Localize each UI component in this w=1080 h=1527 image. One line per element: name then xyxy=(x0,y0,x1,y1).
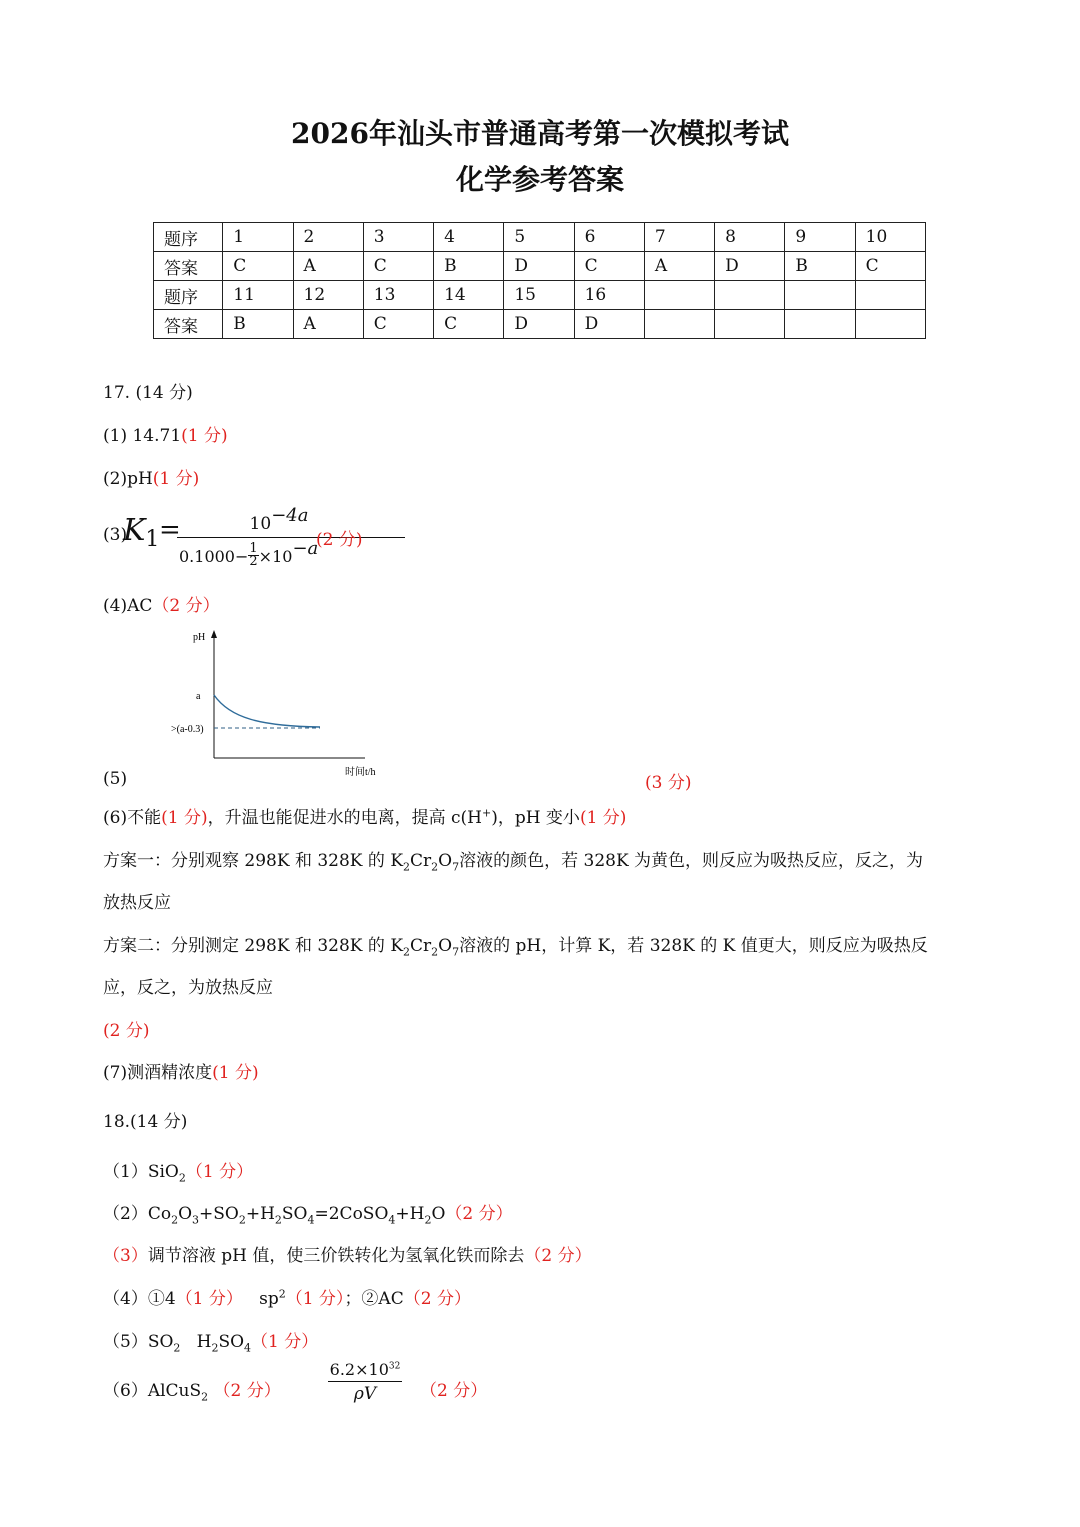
k1-symbol: $K_1$ xyxy=(123,513,160,552)
table-row xyxy=(154,252,926,281)
fraction-denominator: ρV xyxy=(353,1384,377,1404)
table-row xyxy=(154,310,926,339)
table-cell: A xyxy=(293,310,363,339)
q17-plan-score: (2 分) xyxy=(103,1021,150,1041)
table-cell: C xyxy=(855,252,925,281)
q17-part7: (7)测酒精浓度(1 分) xyxy=(103,1063,259,1083)
q17-part2 xyxy=(103,464,199,489)
table-cell xyxy=(855,281,925,310)
table-row-header: 题序 xyxy=(154,223,223,252)
fraction-numerator: $6.2\times 10^{32}$ xyxy=(328,1360,402,1382)
table-cell: 14 xyxy=(434,281,504,310)
asymptote-label: >(a-0.3) xyxy=(171,724,204,735)
k1-denominator: 0.1000− $\frac{1}{2}$ ×10−a xyxy=(179,538,319,569)
table-cell xyxy=(644,281,714,310)
table-cell: 10 xyxy=(855,223,925,252)
q18-part3: （3）调节溶液 pH 值，使三价铁转化为氢氧化铁而除去（2 分） xyxy=(103,1246,592,1266)
table-cell xyxy=(715,281,785,310)
table-cell: D xyxy=(504,310,574,339)
q17-plan2-cont: 应，反之，为放热反应 xyxy=(103,978,273,998)
table-cell: 9 xyxy=(785,223,855,252)
table-cell: 5 xyxy=(504,223,574,252)
q17-plan1-cont: 放热反应 xyxy=(103,893,171,913)
q17-part3-label: (3) xyxy=(103,525,128,545)
table-cell xyxy=(785,310,855,339)
table-cell: 7 xyxy=(644,223,714,252)
table-row xyxy=(154,223,926,252)
q18-part6: （6）AlCuS$_2$ （2 分） xyxy=(103,1381,281,1404)
q17-header: 17. (14 分) xyxy=(103,383,193,403)
table-row-header: 答案 xyxy=(154,252,223,281)
q17-part5-score: (3 分) xyxy=(645,773,692,793)
table-cell: 4 xyxy=(434,223,504,252)
table-cell: B xyxy=(785,252,855,281)
table-cell: B xyxy=(434,252,504,281)
answer-table xyxy=(153,222,926,339)
q17-part3-score: (2 分) xyxy=(316,530,363,550)
page-subtitle: 化学参考答案 xyxy=(455,163,624,196)
table-cell: 12 xyxy=(293,281,363,310)
table-row xyxy=(154,281,926,310)
q17-part1-score: (1 分) xyxy=(181,426,228,446)
k1-numerator: 10−4a xyxy=(249,505,309,534)
q17-part2-text: (2)pH xyxy=(103,469,153,489)
table-cell: D xyxy=(715,252,785,281)
ph-curve xyxy=(214,695,320,727)
table-cell: D xyxy=(574,310,644,339)
table-cell: 13 xyxy=(363,281,433,310)
table-cell: C xyxy=(363,252,433,281)
table-cell: 1 xyxy=(223,223,293,252)
table-row-header: 题序 xyxy=(154,281,223,310)
table-cell: 2 xyxy=(293,223,363,252)
table-cell: A xyxy=(293,252,363,281)
table-cell: 8 xyxy=(715,223,785,252)
table-cell: C xyxy=(434,310,504,339)
q18-part1: （1）SiO$_2$（1 分） xyxy=(103,1162,254,1185)
y-axis-arrow xyxy=(211,630,217,638)
table-cell: B xyxy=(223,310,293,339)
q17-part1 xyxy=(103,421,228,446)
table-cell: C xyxy=(574,252,644,281)
table-cell: 15 xyxy=(504,281,574,310)
page-title: 2026年汕头市普通高考第一次模拟考试 xyxy=(291,117,789,150)
equals-sign: = xyxy=(159,515,181,545)
q17-part4-score: （2 分） xyxy=(152,596,220,616)
table-cell: C xyxy=(223,252,293,281)
table-cell: 3 xyxy=(363,223,433,252)
q17-part6: (6)不能(1 分)，升温也能促进水的电离，提高 c(H+)，pH 变小(1 分) xyxy=(103,806,627,828)
q18-part6-score2: （2 分） xyxy=(420,1381,488,1401)
table-cell: 6 xyxy=(574,223,644,252)
ph-time-graph xyxy=(160,622,400,784)
x-axis-label: 时间t/h xyxy=(345,767,376,778)
table-row-header: 答案 xyxy=(154,310,223,339)
k1-fraction-bar xyxy=(177,537,405,538)
y-axis-label: pH xyxy=(193,632,206,643)
table-cell: D xyxy=(504,252,574,281)
q18-part4: （4）①4（1 分） $sp^2(1$ 分）；②AC（2 分） xyxy=(103,1287,471,1309)
q18-part2: $(2)Co_2O_3+SO_2+H_2SO_4=2CoSO_4+H_2O(2$ 分） xyxy=(103,1204,513,1227)
q17-part2-score: (1 分) xyxy=(152,469,200,489)
start-value-label: a xyxy=(196,691,201,702)
table-cell: 16 xyxy=(574,281,644,310)
q18-part5: $(5)SO_2$ $H_2SO_4(1$ 分） xyxy=(103,1332,319,1355)
q17-plan2: 方案二：分别测定 298K 和 328K 的 $K_2Cr_2O_7$溶液的 pH，计算 K，若 328K 的 K 值更大，则反应为吸热反 xyxy=(103,936,928,959)
table-cell: A xyxy=(644,252,714,281)
q17-part1-text: (1) 14.71 xyxy=(103,426,182,446)
q18-part6-fraction xyxy=(328,1360,402,1404)
table-cell xyxy=(855,310,925,339)
q18-header: 18.(14 分) xyxy=(103,1112,188,1132)
q17-part5-label: (5) xyxy=(103,769,128,789)
table-cell xyxy=(644,310,714,339)
q17-part4-text: (4)AC xyxy=(103,596,153,616)
table-cell: 11 xyxy=(223,281,293,310)
table-cell xyxy=(785,281,855,310)
q17-plan1: 方案一：分别观察 298K 和 328K 的 $K_2Cr_2O_7$溶液的颜色，若 328K 为黄色，则反应为吸热反应，反之，为 xyxy=(103,851,924,874)
table-cell: C xyxy=(363,310,433,339)
q17-part4 xyxy=(103,591,220,616)
table-cell xyxy=(715,310,785,339)
